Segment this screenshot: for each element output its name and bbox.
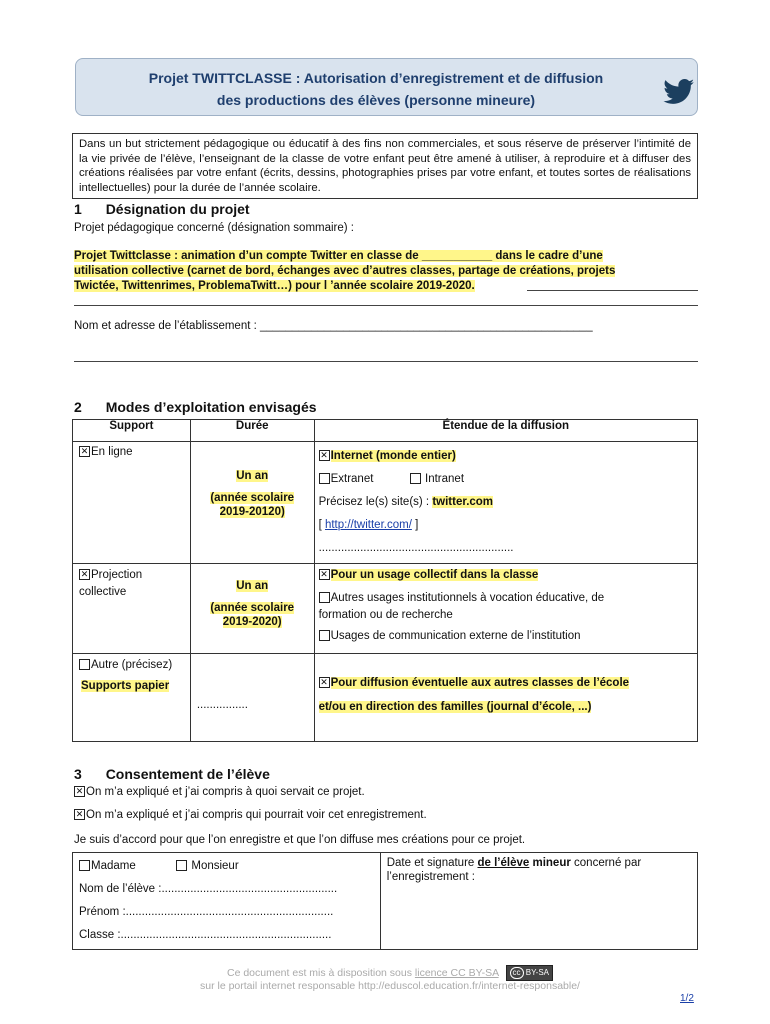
signature-eleve: de l’élève bbox=[477, 857, 530, 869]
madame-label: Madame bbox=[91, 860, 136, 872]
consent-label-1: On m’a expliqué et j’ai compris à quoi servait ce projet. bbox=[86, 786, 365, 798]
duration-years-2: 2019-2020) bbox=[222, 616, 282, 628]
section3-title: Consentement de l’élève bbox=[105, 766, 270, 782]
projection-checkbox[interactable]: ✕ bbox=[80, 569, 89, 580]
page-number: 1/2 bbox=[680, 993, 694, 1004]
online-label: En ligne bbox=[91, 446, 133, 458]
identity-table bbox=[72, 852, 698, 950]
twitter-link[interactable]: http://twitter.com/ bbox=[324, 519, 412, 531]
signature-label: Date et signature bbox=[386, 857, 478, 869]
duration-dots: ................ bbox=[196, 699, 248, 711]
sites-dots: ............................................................. bbox=[318, 542, 514, 554]
projection-label-1: Projection bbox=[91, 569, 143, 581]
project-description bbox=[74, 249, 700, 294]
project-line-2: utilisation collective (carnet de bord, échanges avec d’autres classes, partage de créations, projets bbox=[74, 265, 616, 277]
project-label: Projet pédagogique concerné (désignation sommaire) : bbox=[74, 222, 354, 234]
fill-line bbox=[74, 361, 698, 362]
duration-school-year-2: (année scolaire bbox=[210, 602, 295, 614]
section2-heading bbox=[74, 399, 317, 415]
madame-checkbox[interactable] bbox=[79, 860, 90, 871]
section1-number: 1 bbox=[74, 201, 82, 217]
internet-checkbox[interactable]: ✕ bbox=[320, 450, 328, 461]
section3-number: 3 bbox=[74, 766, 82, 782]
other-uses-label-2: formation ou de recherche bbox=[318, 609, 453, 621]
other-support-label: Autre (précisez) bbox=[91, 659, 173, 671]
section2-title: Modes d’exploitation envisagés bbox=[105, 399, 317, 415]
url-bracket-open: [ bbox=[318, 519, 325, 531]
cc-badge-text: BY-SA bbox=[525, 968, 550, 977]
consent-item-1 bbox=[74, 786, 365, 798]
collective-use-label: Pour un usage collectif dans la classe bbox=[330, 569, 539, 581]
fill-line bbox=[527, 290, 698, 291]
footer-line-2: sur le portail internet responsable http://eduscol.education.fr/internet-responsable/ bbox=[200, 980, 580, 992]
collective-use-checkbox[interactable]: ✕ bbox=[320, 569, 328, 580]
extranet-label: Extranet bbox=[330, 473, 374, 485]
consent-checkbox-2[interactable]: ✕ bbox=[75, 809, 84, 820]
student-name-field[interactable]: Nom de l’élève :....................................................... bbox=[79, 883, 338, 895]
projection-label-2: collective bbox=[79, 586, 127, 598]
monsieur-label: Monsieur bbox=[191, 860, 239, 872]
agreement-text: Je suis d’accord pour que l’on enregistre et que l’on diffuse mes créations pour ce projet. bbox=[74, 834, 526, 846]
footer-line-1 bbox=[120, 965, 660, 981]
project-line-1: Projet Twittclasse : animation d’un compte Twitter en classe de ___________ dans le cadre d’une bbox=[74, 250, 603, 262]
cc-by-sa-badge bbox=[506, 965, 554, 981]
duration-years: 2019-20120) bbox=[219, 506, 285, 518]
signature-area[interactable] bbox=[381, 853, 697, 887]
consent-checkbox-1[interactable]: ✕ bbox=[75, 786, 84, 797]
other-uses-checkbox[interactable] bbox=[319, 592, 330, 603]
project-line-3: Twictée, Twittenrimes, ProblemaTwitt…) pour l ’année scolaire 2019-2020. bbox=[74, 280, 475, 292]
table-row bbox=[73, 442, 191, 564]
duration-school-year: (année scolaire bbox=[210, 492, 295, 504]
communication-checkbox[interactable] bbox=[319, 630, 330, 641]
col-support-header: Support bbox=[73, 420, 191, 442]
intranet-label: Intranet bbox=[425, 473, 465, 485]
school-name-field: Nom et adresse de l’établissement : ____________________________________________________ bbox=[74, 320, 593, 332]
student-class-field[interactable]: Classe :.................................................................. bbox=[79, 929, 332, 941]
extranet-checkbox[interactable] bbox=[319, 473, 330, 484]
fill-line bbox=[74, 305, 698, 306]
table-row bbox=[73, 564, 191, 654]
student-firstname-field[interactable]: Prénom :................................................................. bbox=[79, 906, 334, 918]
footer-licence-intro: Ce document est mis à disposition sous bbox=[226, 966, 415, 979]
title-line-1: Projet TWITTCLASSE : Autorisation d’enregistrement et de diffusion bbox=[148, 70, 604, 86]
sites-label: Précisez le(s) site(s) : bbox=[318, 496, 433, 508]
url-bracket-close: ] bbox=[411, 519, 419, 531]
sites-value: twitter.com bbox=[432, 496, 494, 508]
family-diffusion-2: et/ou en direction des familles (journal d’école, ...) bbox=[318, 701, 592, 713]
intro-paragraph: Dans un but strictement pédagogique ou éducatif à des fins non commerciales, et sous réserve de préserver l’intimité de la vie privée de l’élève, l’enseignant de la classe de votre enfant peut être amené à utiliser, à reproduire et à diffuser des créations réalisées par votre enfant (écrits, dessins, photographies prises par votre enfant, et toutes sortes de réalisations intellectuelles) pour la durée de l’année scolaire. bbox=[72, 133, 698, 199]
section1-heading bbox=[74, 201, 250, 217]
licence-link[interactable]: licence CC BY-SA bbox=[414, 966, 499, 979]
consent-label-2: On m’a expliqué et j’ai compris qui pourrait voir cet enregistrement. bbox=[86, 809, 427, 821]
col-etendue-header: Étendue de la diffusion bbox=[314, 420, 697, 442]
exploitation-table bbox=[72, 419, 698, 742]
communication-label: Usages de communication externe de l’institution bbox=[330, 630, 581, 642]
title-banner bbox=[75, 58, 698, 116]
cc-badge-label: cc bbox=[510, 967, 524, 979]
intranet-checkbox[interactable] bbox=[410, 473, 421, 484]
twitter-bird-icon bbox=[663, 79, 695, 105]
online-checkbox[interactable]: ✕ bbox=[80, 446, 89, 457]
duration-one-year-2: Un an bbox=[236, 580, 269, 592]
other-uses-label: Autres usages institutionnels à vocation éducative, de bbox=[330, 592, 605, 604]
section1-title: Désignation du projet bbox=[105, 201, 250, 217]
duration-one-year: Un an bbox=[236, 470, 269, 482]
signature-mineur: mineur bbox=[529, 857, 571, 869]
section3-heading bbox=[74, 766, 270, 782]
signature-enregistrement: l’enregistrement : bbox=[386, 871, 475, 883]
paper-supports-label: Supports papier bbox=[81, 680, 170, 692]
col-duree-header: Durée bbox=[190, 420, 314, 442]
signature-concerne: concerné par bbox=[570, 857, 642, 869]
internet-label: Internet (monde entier) bbox=[330, 450, 456, 462]
title-line-2: des productions des élèves (personne mineure) bbox=[216, 92, 536, 108]
monsieur-checkbox[interactable] bbox=[176, 860, 187, 871]
table-row bbox=[73, 654, 191, 742]
family-diffusion-1: Pour diffusion éventuelle aux autres classes de l’école bbox=[330, 677, 630, 689]
consent-item-2 bbox=[74, 809, 427, 821]
other-support-checkbox[interactable] bbox=[79, 659, 90, 670]
section2-number: 2 bbox=[74, 399, 82, 415]
family-diffusion-checkbox[interactable]: ✕ bbox=[320, 677, 328, 688]
